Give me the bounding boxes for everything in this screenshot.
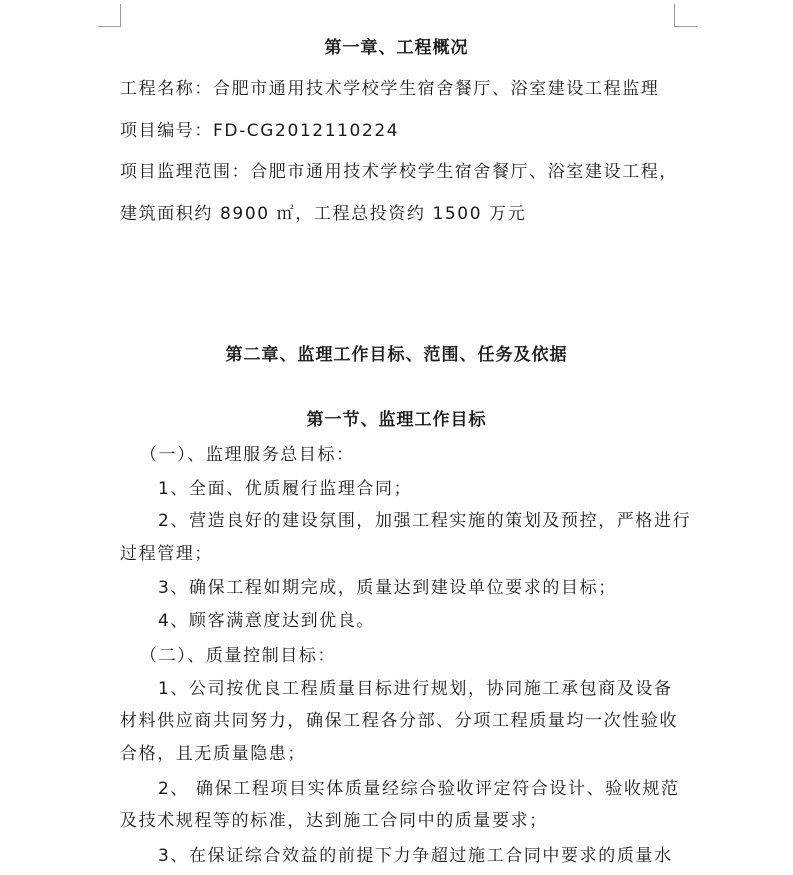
- list-item: 4、顾客满意度达到优良。: [158, 611, 376, 631]
- list-item-continuation: 材料供应商共同努力，确保工程各分部、分项工程质量均一次性验收: [120, 711, 678, 731]
- list-item: 3、确保工程如期完成，质量达到建设单位要求的目标；: [158, 578, 617, 598]
- chapter1-heading: 第一章、工程概况: [324, 38, 469, 58]
- list-item-continuation: 及技术规程等的标准，达到施工合同中的质量要求；: [120, 811, 548, 831]
- list-item: 2、营造良好的建设氛围，加强工程实施的策划及预控，严格进行: [158, 511, 692, 531]
- crop-mark-top-left: [98, 4, 121, 27]
- list-item: 2、 确保工程项目实体质量经综合验收评定符合设计、验收规范: [158, 779, 680, 799]
- project-name-line: 工程名称：合肥市通用技术学校学生宿舍餐厅、浴室建设工程监理: [120, 79, 660, 99]
- crop-mark-top-right: [674, 4, 697, 27]
- quality-goal-title: （二）、质量控制目标：: [140, 646, 337, 666]
- scope-line-1: 项目监理范围：合肥市通用技术学校学生宿舍餐厅、浴室建设工程，: [120, 162, 678, 182]
- list-item: 3、在保证综合效益的前提下力争超过施工合同中要求的质量水: [158, 846, 673, 866]
- list-item: 1、全面、优质履行监理合同；: [158, 479, 413, 499]
- list-item-continuation: 合格，且无质量隐患；: [120, 744, 306, 764]
- section1-heading: 第一节、监理工作目标: [306, 410, 487, 430]
- project-number-line: 项目编号：FD-CG2012110224: [120, 121, 400, 141]
- list-item-continuation: 过程管理；: [120, 544, 213, 564]
- list-item: 1、公司按优良工程质量目标进行规划，协同施工承包商及设备: [158, 679, 673, 699]
- service-goal-title: （一）、监理服务总目标：: [140, 445, 355, 465]
- scope-line-2: 建筑面积约 8900 ㎡，工程总投资约 1500 万元: [120, 204, 527, 224]
- chapter2-heading: 第二章、监理工作目标、范围、任务及依据: [225, 345, 568, 365]
